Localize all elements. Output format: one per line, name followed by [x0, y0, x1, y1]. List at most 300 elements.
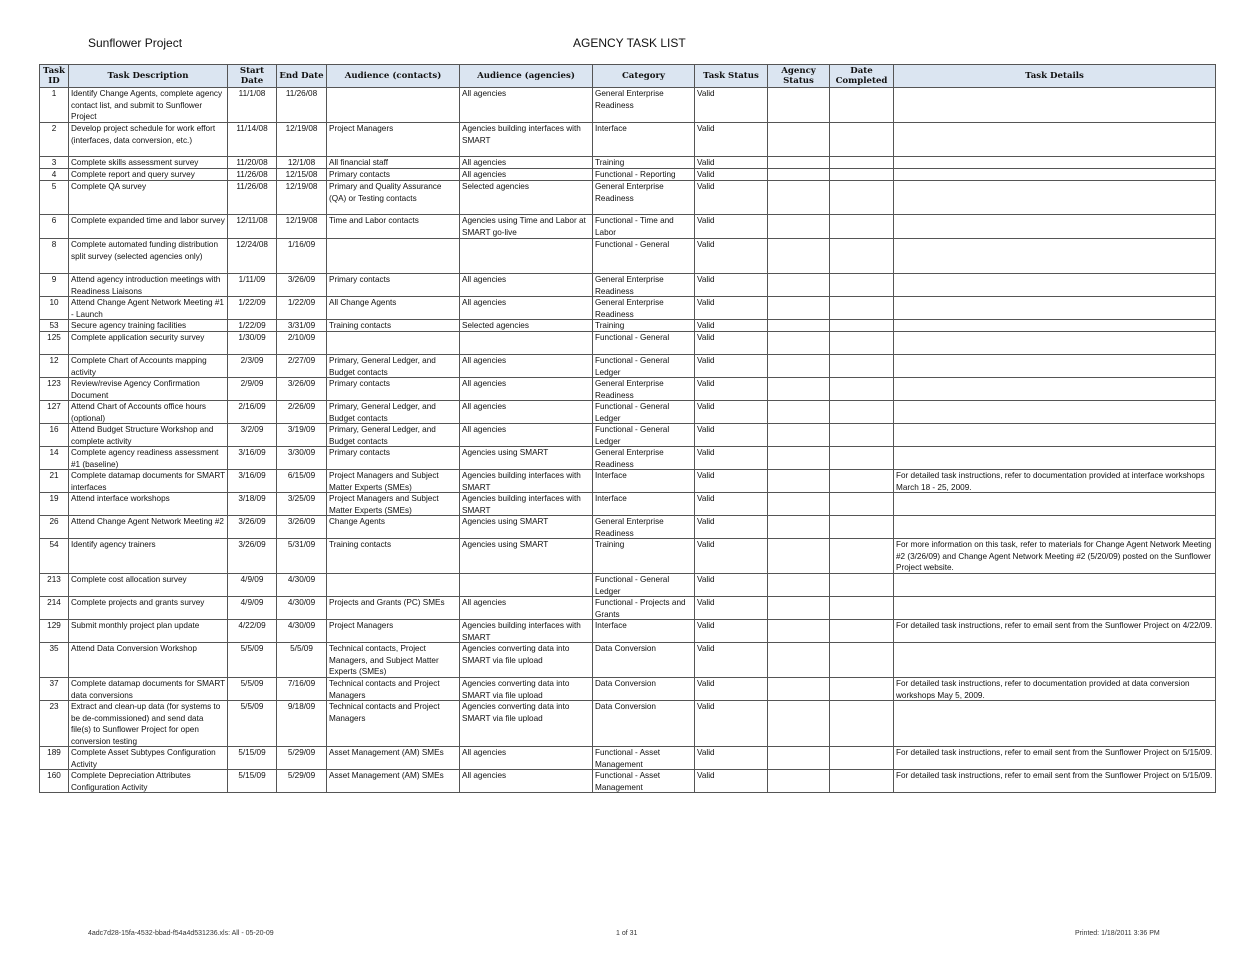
table-row: [40, 181, 1216, 215]
agency-status-cell: [768, 181, 830, 215]
category-cell: Functional - General Ledger: [593, 355, 695, 378]
category-cell: Training: [593, 539, 695, 574]
date-completed-cell: [830, 378, 894, 401]
audience-agencies-cell: All agencies: [460, 157, 593, 169]
end-date-cell: 3/26/09: [277, 274, 327, 297]
task-details-cell: [894, 424, 1216, 447]
task-status-cell: Valid: [695, 447, 768, 470]
task-details-cell: For detailed task instructions, refer to documentation provided at data conversion workshops May 5, 2009.: [894, 678, 1216, 701]
agency-status-cell: [768, 88, 830, 123]
task-description-cell: Review/revise Agency Confirmation Document: [69, 378, 228, 401]
audience-agencies-cell: Agencies using SMART: [460, 516, 593, 539]
agency-status-cell: [768, 470, 830, 493]
task-details-cell: [894, 597, 1216, 620]
date-completed-cell: [830, 274, 894, 297]
start-date-cell: 1/11/09: [228, 274, 277, 297]
table-row: [40, 332, 1216, 355]
task-description-cell: Complete QA survey: [69, 181, 228, 215]
category-cell: Data Conversion: [593, 678, 695, 701]
start-date-cell: 2/16/09: [228, 401, 277, 424]
task-description-cell: Complete Asset Subtypes Configuration Activity: [69, 747, 228, 770]
audience-agencies-cell: All agencies: [460, 274, 593, 297]
table-row: [40, 88, 1216, 123]
start-date-cell: 2/3/09: [228, 355, 277, 378]
end-date-cell: 1/22/09: [277, 297, 327, 320]
col-header-date-completed: Date Completed: [830, 65, 894, 88]
start-date-cell: 3/16/09: [228, 470, 277, 493]
audience-agencies-cell: [460, 332, 593, 355]
date-completed-cell: [830, 215, 894, 239]
start-date-cell: 3/16/09: [228, 447, 277, 470]
date-completed-cell: [830, 701, 894, 747]
task-details-cell: [894, 332, 1216, 355]
date-completed-cell: [830, 123, 894, 157]
task-id-cell: 3: [40, 157, 69, 169]
start-date-cell: 11/20/08: [228, 157, 277, 169]
category-cell: Interface: [593, 493, 695, 516]
audience-contacts-cell: [327, 332, 460, 355]
table-row: [40, 239, 1216, 274]
task-description-cell: Attend Data Conversion Workshop: [69, 643, 228, 678]
agency-status-cell: [768, 332, 830, 355]
audience-contacts-cell: Training contacts: [327, 320, 460, 332]
audience-contacts-cell: Primary, General Ledger, and Budget contacts: [327, 424, 460, 447]
task-id-cell: 26: [40, 516, 69, 539]
task-status-cell: Valid: [695, 597, 768, 620]
end-date-cell: 12/19/08: [277, 181, 327, 215]
footer-page-number: 1 of 31: [616, 930, 638, 937]
task-id-cell: 214: [40, 597, 69, 620]
task-status-cell: Valid: [695, 215, 768, 239]
end-date-cell: 5/5/09: [277, 643, 327, 678]
audience-agencies-cell: Agencies converting data into SMART via file upload: [460, 678, 593, 701]
agency-status-cell: [768, 770, 830, 793]
date-completed-cell: [830, 297, 894, 320]
task-status-cell: Valid: [695, 424, 768, 447]
date-completed-cell: [830, 239, 894, 274]
task-description-cell: Identify Change Agents, complete agency contact list, and submit to Sunflower Project: [69, 88, 228, 123]
start-date-cell: 12/24/08: [228, 239, 277, 274]
task-description-cell: Complete Depreciation Attributes Configuration Activity: [69, 770, 228, 793]
audience-contacts-cell: Project Managers: [327, 620, 460, 643]
start-date-cell: 11/26/08: [228, 169, 277, 181]
end-date-cell: 3/26/09: [277, 516, 327, 539]
task-description-cell: Complete expanded time and labor survey: [69, 215, 228, 239]
start-date-cell: 5/5/09: [228, 701, 277, 747]
task-description-cell: Attend Chart of Accounts office hours (optional): [69, 401, 228, 424]
table-row: [40, 597, 1216, 620]
task-description-cell: Secure agency training facilities: [69, 320, 228, 332]
table-row: [40, 620, 1216, 643]
audience-contacts-cell: [327, 88, 460, 123]
agency-status-cell: [768, 597, 830, 620]
col-header-audience-agencies: Audience (agencies): [460, 65, 593, 88]
audience-agencies-cell: [460, 239, 593, 274]
col-header-start-date: Start Date: [228, 65, 277, 88]
task-status-cell: Valid: [695, 701, 768, 747]
task-description-cell: Develop project schedule for work effort (interfaces, data conversion, etc.): [69, 123, 228, 157]
task-details-cell: [894, 493, 1216, 516]
agency-status-cell: [768, 747, 830, 770]
task-details-cell: [894, 401, 1216, 424]
task-id-cell: 53: [40, 320, 69, 332]
end-date-cell: 3/19/09: [277, 424, 327, 447]
task-id-cell: 127: [40, 401, 69, 424]
agency-status-cell: [768, 169, 830, 181]
audience-contacts-cell: Primary and Quality Assurance (QA) or Testing contacts: [327, 181, 460, 215]
audience-agencies-cell: Agencies building interfaces with SMART: [460, 620, 593, 643]
date-completed-cell: [830, 424, 894, 447]
table-body: [40, 88, 1216, 793]
audience-contacts-cell: Project Managers: [327, 123, 460, 157]
agency-status-cell: [768, 620, 830, 643]
end-date-cell: 9/18/09: [277, 701, 327, 747]
col-header-end-date: End Date: [277, 65, 327, 88]
task-description-cell: Complete report and query survey: [69, 169, 228, 181]
table-row: [40, 355, 1216, 378]
category-cell: Functional - General: [593, 239, 695, 274]
task-details-cell: [894, 447, 1216, 470]
task-id-cell: 19: [40, 493, 69, 516]
audience-agencies-cell: Agencies using Time and Labor at SMART go-live: [460, 215, 593, 239]
category-cell: General Enterprise Readiness: [593, 516, 695, 539]
task-status-cell: Valid: [695, 169, 768, 181]
audience-agencies-cell: Selected agencies: [460, 181, 593, 215]
footer-file-name: 4adc7d28-15fa-4532-bbad-f54a4d531236.xls: All - 05-20-09: [88, 930, 274, 937]
audience-agencies-cell: All agencies: [460, 378, 593, 401]
end-date-cell: 3/30/09: [277, 447, 327, 470]
task-id-cell: 35: [40, 643, 69, 678]
date-completed-cell: [830, 401, 894, 424]
end-date-cell: 11/26/08: [277, 88, 327, 123]
category-cell: General Enterprise Readiness: [593, 88, 695, 123]
agency-status-cell: [768, 539, 830, 574]
category-cell: Interface: [593, 470, 695, 493]
task-status-cell: Valid: [695, 574, 768, 597]
agency-status-cell: [768, 401, 830, 424]
task-id-cell: 189: [40, 747, 69, 770]
task-details-cell: [894, 274, 1216, 297]
agency-status-cell: [768, 516, 830, 539]
task-status-cell: Valid: [695, 770, 768, 793]
task-description-cell: Attend Budget Structure Workshop and complete activity: [69, 424, 228, 447]
start-date-cell: 5/15/09: [228, 770, 277, 793]
table-row: [40, 770, 1216, 793]
task-details-cell: For more information on this task, refer to materials for Change Agent Network Meeting #2 (3/26/09) and Change Agent Network Meeting #2 (5/20/09) posted on the Sunflower Project website.: [894, 539, 1216, 574]
task-id-cell: 16: [40, 424, 69, 447]
task-details-cell: [894, 701, 1216, 747]
start-date-cell: 1/22/09: [228, 297, 277, 320]
task-status-cell: Valid: [695, 157, 768, 169]
task-details-cell: [894, 123, 1216, 157]
col-header-task-id: Task ID: [40, 65, 69, 88]
table-row: [40, 157, 1216, 169]
table-row: [40, 574, 1216, 597]
task-description-cell: Complete application security survey: [69, 332, 228, 355]
audience-agencies-cell: All agencies: [460, 401, 593, 424]
task-id-cell: 10: [40, 297, 69, 320]
start-date-cell: 1/22/09: [228, 320, 277, 332]
audience-contacts-cell: Time and Labor contacts: [327, 215, 460, 239]
audience-contacts-cell: Primary contacts: [327, 447, 460, 470]
category-cell: General Enterprise Readiness: [593, 181, 695, 215]
task-id-cell: 9: [40, 274, 69, 297]
audience-agencies-cell: [460, 574, 593, 597]
task-status-cell: Valid: [695, 378, 768, 401]
table-row: [40, 424, 1216, 447]
agency-status-cell: [768, 643, 830, 678]
table-row: [40, 401, 1216, 424]
task-details-cell: [894, 378, 1216, 401]
category-cell: Functional - Projects and Grants: [593, 597, 695, 620]
task-details-cell: [894, 320, 1216, 332]
date-completed-cell: [830, 332, 894, 355]
start-date-cell: 11/26/08: [228, 181, 277, 215]
date-completed-cell: [830, 470, 894, 493]
task-details-cell: [894, 643, 1216, 678]
audience-contacts-cell: Asset Management (AM) SMEs: [327, 747, 460, 770]
audience-contacts-cell: Project Managers and Subject Matter Experts (SMEs): [327, 470, 460, 493]
task-status-cell: Valid: [695, 643, 768, 678]
table-row: [40, 539, 1216, 574]
task-description-cell: Complete cost allocation survey: [69, 574, 228, 597]
end-date-cell: 3/31/09: [277, 320, 327, 332]
date-completed-cell: [830, 493, 894, 516]
end-date-cell: 5/31/09: [277, 539, 327, 574]
category-cell: General Enterprise Readiness: [593, 447, 695, 470]
start-date-cell: 3/2/09: [228, 424, 277, 447]
task-description-cell: Complete datamap documents for SMART data conversions: [69, 678, 228, 701]
page-title: AGENCY TASK LIST: [573, 36, 686, 50]
date-completed-cell: [830, 447, 894, 470]
col-header-task-details: Task Details: [894, 65, 1216, 88]
task-description-cell: Attend Change Agent Network Meeting #2: [69, 516, 228, 539]
task-status-cell: Valid: [695, 539, 768, 574]
task-status-cell: Valid: [695, 239, 768, 274]
start-date-cell: 11/14/08: [228, 123, 277, 157]
table-row: [40, 447, 1216, 470]
start-date-cell: 1/30/09: [228, 332, 277, 355]
audience-contacts-cell: [327, 239, 460, 274]
table-row: [40, 274, 1216, 297]
audience-agencies-cell: All agencies: [460, 597, 593, 620]
category-cell: General Enterprise Readiness: [593, 378, 695, 401]
task-details-cell: [894, 355, 1216, 378]
task-description-cell: Complete skills assessment survey: [69, 157, 228, 169]
audience-agencies-cell: All agencies: [460, 355, 593, 378]
end-date-cell: 3/25/09: [277, 493, 327, 516]
end-date-cell: 1/16/09: [277, 239, 327, 274]
audience-agencies-cell: Agencies building interfaces with SMART: [460, 470, 593, 493]
end-date-cell: 12/19/08: [277, 123, 327, 157]
end-date-cell: 7/16/09: [277, 678, 327, 701]
date-completed-cell: [830, 574, 894, 597]
start-date-cell: 4/9/09: [228, 597, 277, 620]
audience-contacts-cell: Primary contacts: [327, 169, 460, 181]
audience-agencies-cell: Agencies using SMART: [460, 539, 593, 574]
task-id-cell: 23: [40, 701, 69, 747]
audience-agencies-cell: Selected agencies: [460, 320, 593, 332]
task-id-cell: 54: [40, 539, 69, 574]
agency-status-cell: [768, 157, 830, 169]
category-cell: Training: [593, 157, 695, 169]
audience-contacts-cell: Asset Management (AM) SMEs: [327, 770, 460, 793]
task-id-cell: 21: [40, 470, 69, 493]
table-row: [40, 320, 1216, 332]
start-date-cell: 3/26/09: [228, 539, 277, 574]
task-details-cell: For detailed task instructions, refer to email sent from the Sunflower Project on 5/15/09.: [894, 747, 1216, 770]
audience-agencies-cell: Agencies building interfaces with SMART: [460, 493, 593, 516]
audience-contacts-cell: Primary contacts: [327, 378, 460, 401]
task-description-cell: Complete projects and grants survey: [69, 597, 228, 620]
table-header-row: [40, 65, 1216, 88]
audience-contacts-cell: Technical contacts and Project Managers: [327, 701, 460, 747]
task-details-cell: [894, 181, 1216, 215]
category-cell: Functional - General: [593, 332, 695, 355]
date-completed-cell: [830, 678, 894, 701]
task-status-cell: Valid: [695, 274, 768, 297]
task-details-cell: [894, 215, 1216, 239]
table-row: [40, 297, 1216, 320]
date-completed-cell: [830, 620, 894, 643]
task-status-cell: Valid: [695, 678, 768, 701]
date-completed-cell: [830, 355, 894, 378]
task-description-cell: Extract and clean-up data (for systems to be de-commissioned) and send data file(s) to Sunflower Project for open conversion testing: [69, 701, 228, 747]
agency-status-cell: [768, 355, 830, 378]
task-details-cell: [894, 574, 1216, 597]
date-completed-cell: [830, 320, 894, 332]
end-date-cell: 2/26/09: [277, 401, 327, 424]
task-id-cell: 1: [40, 88, 69, 123]
end-date-cell: 4/30/09: [277, 597, 327, 620]
agency-status-cell: [768, 678, 830, 701]
table-row: [40, 123, 1216, 157]
task-status-cell: Valid: [695, 297, 768, 320]
date-completed-cell: [830, 181, 894, 215]
date-completed-cell: [830, 747, 894, 770]
col-header-task-status: Task Status: [695, 65, 768, 88]
task-id-cell: 2: [40, 123, 69, 157]
date-completed-cell: [830, 88, 894, 123]
task-details-cell: [894, 516, 1216, 539]
table-row: [40, 701, 1216, 747]
task-id-cell: 8: [40, 239, 69, 274]
start-date-cell: 2/9/09: [228, 378, 277, 401]
agency-status-cell: [768, 447, 830, 470]
task-status-cell: Valid: [695, 88, 768, 123]
table-row: [40, 678, 1216, 701]
task-description-cell: Identify agency trainers: [69, 539, 228, 574]
task-details-cell: [894, 169, 1216, 181]
audience-contacts-cell: Primary contacts: [327, 274, 460, 297]
project-name: Sunflower Project: [88, 36, 183, 50]
end-date-cell: 5/29/09: [277, 747, 327, 770]
category-cell: General Enterprise Readiness: [593, 274, 695, 297]
task-id-cell: 37: [40, 678, 69, 701]
end-date-cell: 2/27/09: [277, 355, 327, 378]
date-completed-cell: [830, 643, 894, 678]
task-description-cell: Complete datamap documents for SMART interfaces: [69, 470, 228, 493]
agency-status-cell: [768, 239, 830, 274]
start-date-cell: 5/5/09: [228, 678, 277, 701]
col-header-task-description: Task Description: [69, 65, 228, 88]
audience-contacts-cell: Project Managers and Subject Matter Experts (SMEs): [327, 493, 460, 516]
task-id-cell: 14: [40, 447, 69, 470]
task-id-cell: 125: [40, 332, 69, 355]
task-status-cell: Valid: [695, 620, 768, 643]
agency-status-cell: [768, 378, 830, 401]
audience-agencies-cell: Agencies building interfaces with SMART: [460, 123, 593, 157]
task-description-cell: Complete agency readiness assessment #1 (baseline): [69, 447, 228, 470]
task-id-cell: 12: [40, 355, 69, 378]
table-row: [40, 378, 1216, 401]
task-details-cell: For detailed task instructions, refer to documentation provided at interface workshops March 18 - 25, 2009.: [894, 470, 1216, 493]
task-details-cell: [894, 88, 1216, 123]
date-completed-cell: [830, 539, 894, 574]
table-row: [40, 169, 1216, 181]
agency-status-cell: [768, 215, 830, 239]
start-date-cell: 3/18/09: [228, 493, 277, 516]
category-cell: Functional - General Ledger: [593, 401, 695, 424]
task-details-cell: [894, 297, 1216, 320]
start-date-cell: 11/1/08: [228, 88, 277, 123]
end-date-cell: 12/1/08: [277, 157, 327, 169]
date-completed-cell: [830, 770, 894, 793]
end-date-cell: 3/26/09: [277, 378, 327, 401]
start-date-cell: 4/22/09: [228, 620, 277, 643]
task-id-cell: 213: [40, 574, 69, 597]
end-date-cell: 2/10/09: [277, 332, 327, 355]
task-details-cell: For detailed task instructions, refer to email sent from the Sunflower Project on 4/22/09.: [894, 620, 1216, 643]
category-cell: General Enterprise Readiness: [593, 297, 695, 320]
date-completed-cell: [830, 516, 894, 539]
task-status-cell: Valid: [695, 747, 768, 770]
task-description-cell: Attend agency introduction meetings with Readiness Liaisons: [69, 274, 228, 297]
col-header-category: Category: [593, 65, 695, 88]
category-cell: Data Conversion: [593, 643, 695, 678]
category-cell: Functional - Reporting: [593, 169, 695, 181]
audience-contacts-cell: Projects and Grants (PC) SMEs: [327, 597, 460, 620]
agency-status-cell: [768, 297, 830, 320]
task-id-cell: 6: [40, 215, 69, 239]
agency-status-cell: [768, 123, 830, 157]
category-cell: Functional - Asset Management: [593, 770, 695, 793]
end-date-cell: 5/29/09: [277, 770, 327, 793]
task-status-cell: Valid: [695, 123, 768, 157]
task-id-cell: 129: [40, 620, 69, 643]
end-date-cell: 4/30/09: [277, 574, 327, 597]
audience-agencies-cell: All agencies: [460, 169, 593, 181]
task-status-cell: Valid: [695, 493, 768, 516]
agency-status-cell: [768, 701, 830, 747]
task-description-cell: Attend Change Agent Network Meeting #1 - Launch: [69, 297, 228, 320]
task-status-cell: Valid: [695, 181, 768, 215]
end-date-cell: 4/30/09: [277, 620, 327, 643]
audience-contacts-cell: Change Agents: [327, 516, 460, 539]
start-date-cell: 4/9/09: [228, 574, 277, 597]
audience-agencies-cell: Agencies converting data into SMART via file upload: [460, 643, 593, 678]
audience-agencies-cell: All agencies: [460, 88, 593, 123]
task-status-cell: Valid: [695, 320, 768, 332]
end-date-cell: 12/19/08: [277, 215, 327, 239]
audience-agencies-cell: All agencies: [460, 747, 593, 770]
task-description-cell: Complete Chart of Accounts mapping activity: [69, 355, 228, 378]
agency-status-cell: [768, 574, 830, 597]
table-row: [40, 516, 1216, 539]
agency-status-cell: [768, 274, 830, 297]
task-description-cell: Submit monthly project plan update: [69, 620, 228, 643]
end-date-cell: 12/15/08: [277, 169, 327, 181]
